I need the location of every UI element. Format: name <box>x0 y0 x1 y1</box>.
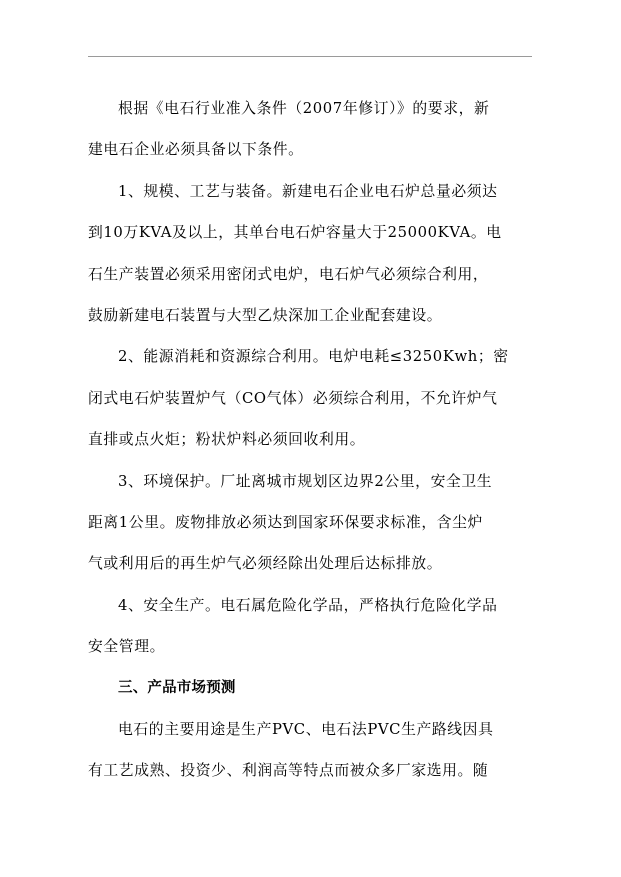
paragraph-line: 根据《电石行业准入条件（2007年修订）》的要求，新 <box>118 100 490 117</box>
paragraph-line: 气或利用后的再生炉气必须经除出处理后达标排放。 <box>88 555 443 573</box>
paragraph-line: 电石的主要用途是生产PVC、电石法PVC生产路线因具 <box>118 720 494 738</box>
header-rule <box>88 56 532 57</box>
paragraph-line: 1、规模、工艺与装备。新建电石企业电石炉总量必须达 <box>118 182 498 200</box>
paragraph-line: 到10万KVA及以上，其单台电石炉容量大于25000KVA。电 <box>88 224 502 242</box>
paragraph-line: 闭式电石炉装置炉气（CO气体）必须综合利用，不允许炉气 <box>88 389 498 407</box>
paragraph-line: 安全管理。 <box>88 638 165 656</box>
paragraph-line: 距离1公里。废物排放必须达到国家环保要求标准，含尘炉 <box>88 513 483 531</box>
paragraph-line: 3、环境保护。厂址离城市规划区边界2公里，安全卫生 <box>118 472 493 490</box>
paragraph-line: 有工艺成熟、投资少、利润高等特点而被众多厂家选用。随 <box>88 762 489 780</box>
paragraph-line: 石生产装置必须采用密闭式电炉，电石炉气必须综合利用， <box>88 265 489 283</box>
section-heading: 三、产品市场预测 <box>118 680 236 697</box>
paragraph-line: 直排或点火炬；粉状炉料必须回收利用。 <box>88 431 366 449</box>
paragraph-line: 建电石企业必须具备以下条件。 <box>88 141 304 159</box>
document-body <box>88 94 532 798</box>
paragraph-line: 2、能源消耗和资源综合利用。电炉电耗≤3250Kwh；密 <box>118 348 509 366</box>
paragraph-line: 4、安全生产。电石属危险化学品，严格执行危险化学品 <box>118 596 498 614</box>
paragraph-line: 鼓励新建电石装置与大型乙炔深加工企业配套建设。 <box>88 306 443 324</box>
